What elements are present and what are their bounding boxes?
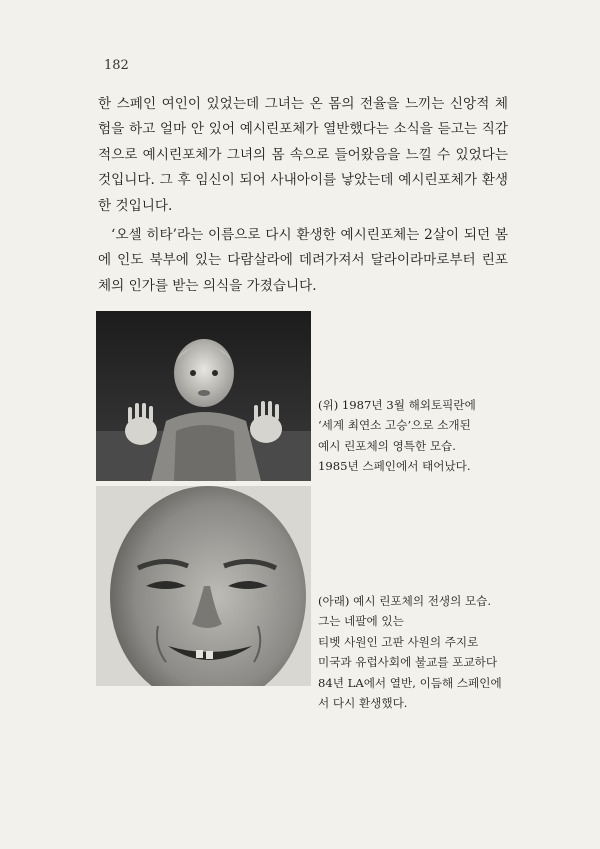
paragraph-1: 한 스페인 여인이 있었는데 그녀는 온 몸의 전율을 느끼는 신앙적 체험을 하고 얼마 안 있어 예시린포체가 열반했다는 소식을 듣고는 직감적으로 예시린포체가 그녀의 몸 속으로 들어왔음을 느낄 수 있었다는 것입니다. 그 후 임신이 되어 사내아이를 낳았는데 예시린포체가 환생한 것입니다. — [98, 96, 508, 214]
body-text — [98, 92, 508, 299]
caption-line: (위) 1987년 3월 해외토픽란에 — [318, 398, 476, 412]
caption-bottom — [318, 591, 518, 713]
child-photo — [96, 311, 311, 481]
caption-line: 티벳 사원인 고판 사원의 주지로 — [318, 634, 479, 649]
paragraph-2: ‘오셀 히타’라는 이름으로 다시 환생한 예시린포체는 2살이 되던 봄에 인도 북부에 있는 다람살라에 데려가져서 달라이라마로부터 린포체의 인가를 받는 의식을 가졌습니다. — [98, 227, 508, 294]
caption-line: 미국과 유럽사회에 불교를 포교하다 — [318, 655, 498, 670]
caption-line: (아래) 예시 린포체의 전생의 모습. — [318, 594, 492, 608]
caption-top — [318, 395, 518, 477]
caption-line: 서 다시 환생했다. — [318, 696, 408, 711]
caption-line: 그는 네팔에 있는 — [318, 614, 404, 629]
caption-line: 예시 린포체의 영특한 모습. — [318, 438, 456, 453]
caption-line: ‘세계 최연소 고승’으로 소개된 — [318, 418, 471, 433]
monk-photo — [96, 486, 311, 686]
caption-line: 1985년 스페인에서 태어났다. — [318, 459, 471, 474]
caption-line: 84년 LA에서 열반, 이듬해 스페인에 — [318, 675, 502, 690]
page-number: 182 — [104, 58, 129, 73]
